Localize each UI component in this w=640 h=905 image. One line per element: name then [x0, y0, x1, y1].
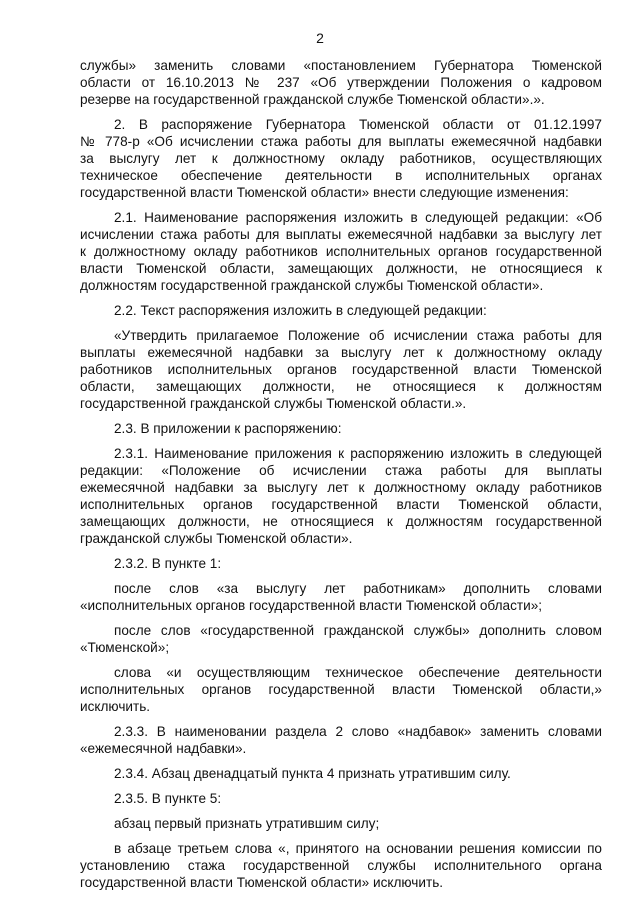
- paragraph: [80, 815, 602, 832]
- text-line: абзац первый признать утратившим силу;: [114, 816, 380, 831]
- text-line: выплаты ежемесячной надбавки за выслугу лет к должностному окладу: [80, 345, 602, 360]
- paragraph: [80, 790, 602, 807]
- paragraph: [80, 840, 602, 891]
- text-line: редакции: «Положение об исчислении стажа работы для выплаты: [80, 463, 602, 478]
- text-line: государственной власти Тюменской области» исключить.: [80, 875, 444, 890]
- paragraph: [80, 622, 602, 656]
- text-line: 2. В распоряжение Губернатора Тюменской области от 01.12.1997: [114, 117, 602, 132]
- paragraph: [80, 664, 602, 715]
- text-line: должностям государственной гражданской службы Тюменской области».: [80, 278, 544, 293]
- paragraph: [80, 302, 602, 319]
- text-line: исключить.: [80, 699, 151, 714]
- text-line: службы» заменить словами «постановлением Губернатора Тюменской: [80, 58, 602, 73]
- paragraph: [80, 209, 602, 294]
- paragraph: [80, 116, 602, 201]
- text-line: власти Тюменской области, замещающих должности, не относящиеся к: [80, 261, 602, 276]
- text-line: области от 16.10.2013 № 237 «Об утверждении Положения о кадровом: [80, 75, 602, 90]
- paragraph: [80, 57, 602, 108]
- text-line: за выслугу лет к должностному окладу работников, осуществляющих: [80, 151, 602, 166]
- text-line: техническое обеспечение деятельности в исполнительных органах: [80, 168, 602, 183]
- text-line: исполнительных органов государственной власти Тюменской области,: [80, 497, 602, 512]
- text-line: после слов «государственной гражданской службы» дополнить словом: [114, 623, 602, 638]
- text-line: резерве на государственной гражданской службе Тюменской области».».: [80, 92, 545, 107]
- paragraph: [80, 580, 602, 614]
- text-line: № 778-р «Об исчислении стажа работы для выплаты ежемесячной надбавки: [80, 134, 602, 149]
- text-line: 2.3. В приложении к распоряжению:: [114, 421, 342, 436]
- paragraph: [80, 555, 602, 572]
- paragraph: [80, 420, 602, 437]
- text-line: «ежемесячной надбавки».: [80, 741, 247, 756]
- text-line: работников исполнительных органов государственной власти Тюменской: [80, 362, 602, 377]
- text-line: ежемесячной надбавки за выслугу лет к должностному окладу работников: [80, 480, 602, 495]
- text-line: установлению стажа государственной службы исполнительного органа: [80, 858, 602, 873]
- document-body: [80, 57, 602, 899]
- paragraph: [80, 723, 602, 757]
- text-line: замещающих должности, не относящиеся к должностям государственной: [80, 514, 602, 529]
- text-line: после слов «за выслугу лет работникам» дополнить словами: [114, 581, 602, 596]
- text-line: 2.3.3. В наименовании раздела 2 слово «надбавок» заменить словами: [114, 724, 602, 739]
- text-line: «Тюменской»;: [80, 640, 170, 655]
- text-line: 2.3.1. Наименование приложения к распоряжению изложить в следующей: [114, 446, 602, 461]
- text-line: 2.2. Текст распоряжения изложить в следующей редакции:: [114, 303, 487, 318]
- paragraph: [80, 327, 602, 412]
- page-number: 2: [316, 30, 324, 46]
- text-line: в абзаце третьем слова «, принятого на основании решения комиссии по: [114, 841, 602, 856]
- text-line: «исполнительных органов государственной власти Тюменской области»;: [80, 598, 543, 613]
- paragraph: [80, 765, 602, 782]
- text-line: исчислении стажа работы для выплаты ежемесячной надбавки за выслугу лет: [80, 227, 602, 242]
- text-line: к должностному окладу работников исполнительных органов государственной: [80, 244, 602, 259]
- text-line: 2.1. Наименование распоряжения изложить в следующей редакции: «Об: [114, 210, 602, 225]
- text-line: «Утвердить прилагаемое Положение об исчислении стажа работы для: [114, 328, 602, 343]
- text-line: 2.3.4. Абзац двенадцатый пункта 4 признать утратившим силу.: [114, 766, 511, 781]
- text-line: государственной гражданской службы Тюменской области.».: [80, 396, 467, 411]
- paragraph: [80, 445, 602, 547]
- text-line: слова «и осуществляющим техническое обеспечение деятельности: [114, 665, 602, 680]
- text-line: государственной власти Тюменской области» внести следующие изменения:: [80, 185, 569, 200]
- text-line: 2.3.5. В пункте 5:: [114, 791, 222, 806]
- text-line: 2.3.2. В пункте 1:: [114, 556, 222, 571]
- text-line: исполнительных органов государственной власти Тюменской области,»: [80, 682, 602, 697]
- text-line: области, замещающих должности, не относящиеся к должностям: [80, 379, 602, 394]
- text-line: гражданской службы Тюменской области».: [80, 531, 353, 546]
